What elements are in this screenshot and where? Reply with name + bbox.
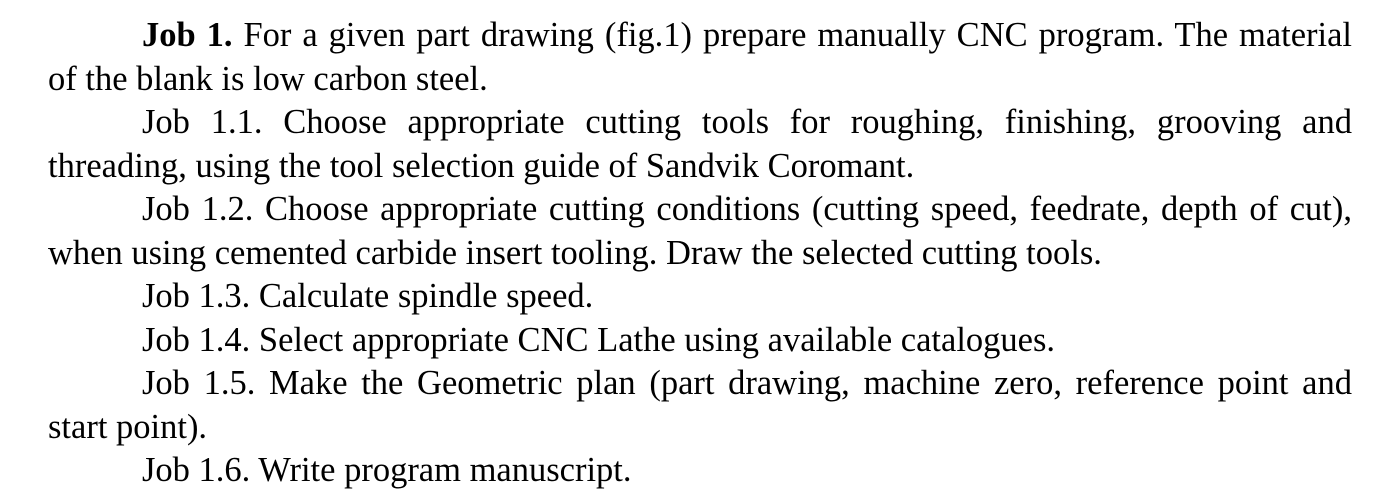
job-1-2-paragraph: Job 1.2. Choose appropriate cutting conditions (cutting speed, feedrate, depth of cut), when using cemented carbide insert tooling. Draw the selected cutting tools.: [48, 190, 1352, 272]
job-1-4-paragraph: Job 1.4. Select appropriate CNC Lathe using available catalogues.: [142, 320, 1056, 359]
job-1-5-paragraph: Job 1.5. Make the Geometric plan (part drawing, machine zero, reference point and start point).: [48, 364, 1352, 446]
job-1-heading: Job 1.: [142, 16, 233, 54]
job-1-text: For a given part drawing (fig.1) prepare manually CNC program. The material of the blank is low carbon steel.: [48, 16, 1353, 98]
job-1-3-paragraph: Job 1.3. Calculate spindle speed.: [142, 277, 594, 315]
job-1-6-paragraph: Job 1.6. Write program manuscript.: [142, 451, 632, 489]
job-1-paragraph: [48, 14, 1352, 101]
job-1-1-paragraph: Job 1.1. Choose appropriate cutting tools for roughing, finishing, grooving and threading, using the tool selection guide of Sandvik Coromant.: [48, 103, 1352, 185]
